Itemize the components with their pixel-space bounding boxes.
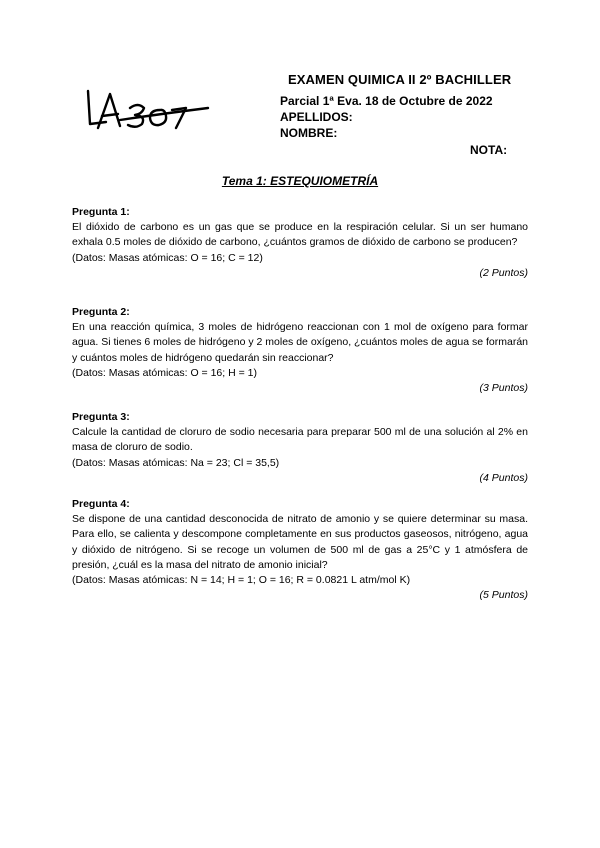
question-body: En una reacción química, 3 moles de hidrógeno reaccionan con 1 mol de oxígeno para formar agua. Si tienes 6 moles de hidrógeno y 2 moles de oxígeno, ¿cuántos moles de agua se formarán y cuántos moles de hidrógeno quedarán sin reaccionar? (72, 321, 528, 364)
question-data: (Datos: Masas atómicas: O = 16; H = 1) (72, 366, 257, 379)
handwritten-logo (80, 88, 212, 136)
question-points: (5 Puntos) (479, 589, 528, 602)
exam-subtitle: Parcial 1ª Eva. 18 de Octubre de 2022 (280, 94, 493, 108)
question-3 (72, 410, 528, 486)
question-4 (72, 497, 528, 603)
question-body: El dióxido de carbono es un gas que se produce en la respiración celular. Si un ser humano exhala 0.5 moles de dióxido de carbono, ¿cuántos gramos de dióxido de carbono se producen? (72, 221, 528, 249)
question-2 (72, 305, 528, 396)
question-1 (72, 205, 528, 281)
question-title: Pregunta 2: (72, 306, 130, 318)
exam-title: EXAMEN QUIMICA II 2º BACHILLER (288, 72, 512, 87)
question-points: (4 Puntos) (479, 471, 528, 484)
nombre-label: NOMBRE: (280, 126, 338, 140)
topic-heading: Tema 1: ESTEQUIOMETRÍA (221, 174, 379, 188)
apellidos-label: APELLIDOS: (280, 110, 353, 124)
question-data: (Datos: Masas atómicas: N = 14; H = 1; O = 16; R = 0.0821 L atm/mol K) (72, 574, 411, 587)
question-data: (Datos: Masas atómicas: O = 16; C = 12) (72, 251, 263, 264)
question-title: Pregunta 3: (72, 411, 130, 423)
question-points: (2 Puntos) (479, 266, 528, 279)
question-data: (Datos: Masas atómicas: Na = 23; Cl = 35,5) (72, 456, 280, 469)
question-points: (3 Puntos) (479, 382, 528, 395)
question-title: Pregunta 1: (72, 206, 130, 218)
question-title: Pregunta 4: (72, 498, 130, 510)
question-body: Calcule la cantidad de cloruro de sodio necesaria para preparar 500 ml de una solución al 2% en masa de cloruro de sodio. (72, 426, 528, 454)
logo-drawing (80, 88, 212, 136)
question-body: Se dispone de una cantidad desconocida de nitrato de amonio y se quiere determinar su masa. Para ello, se calienta y descompone completamente en sus productos gaseosos, nitrógeno, agua y dióxido de nitrógeno. Si se recoge un volumen de 500 ml de gas a 25°C y 1 atmósfera de presión, ¿cuál es la masa del nitrato de amonio inicial? (72, 513, 528, 571)
nota-label: NOTA: (470, 143, 508, 157)
